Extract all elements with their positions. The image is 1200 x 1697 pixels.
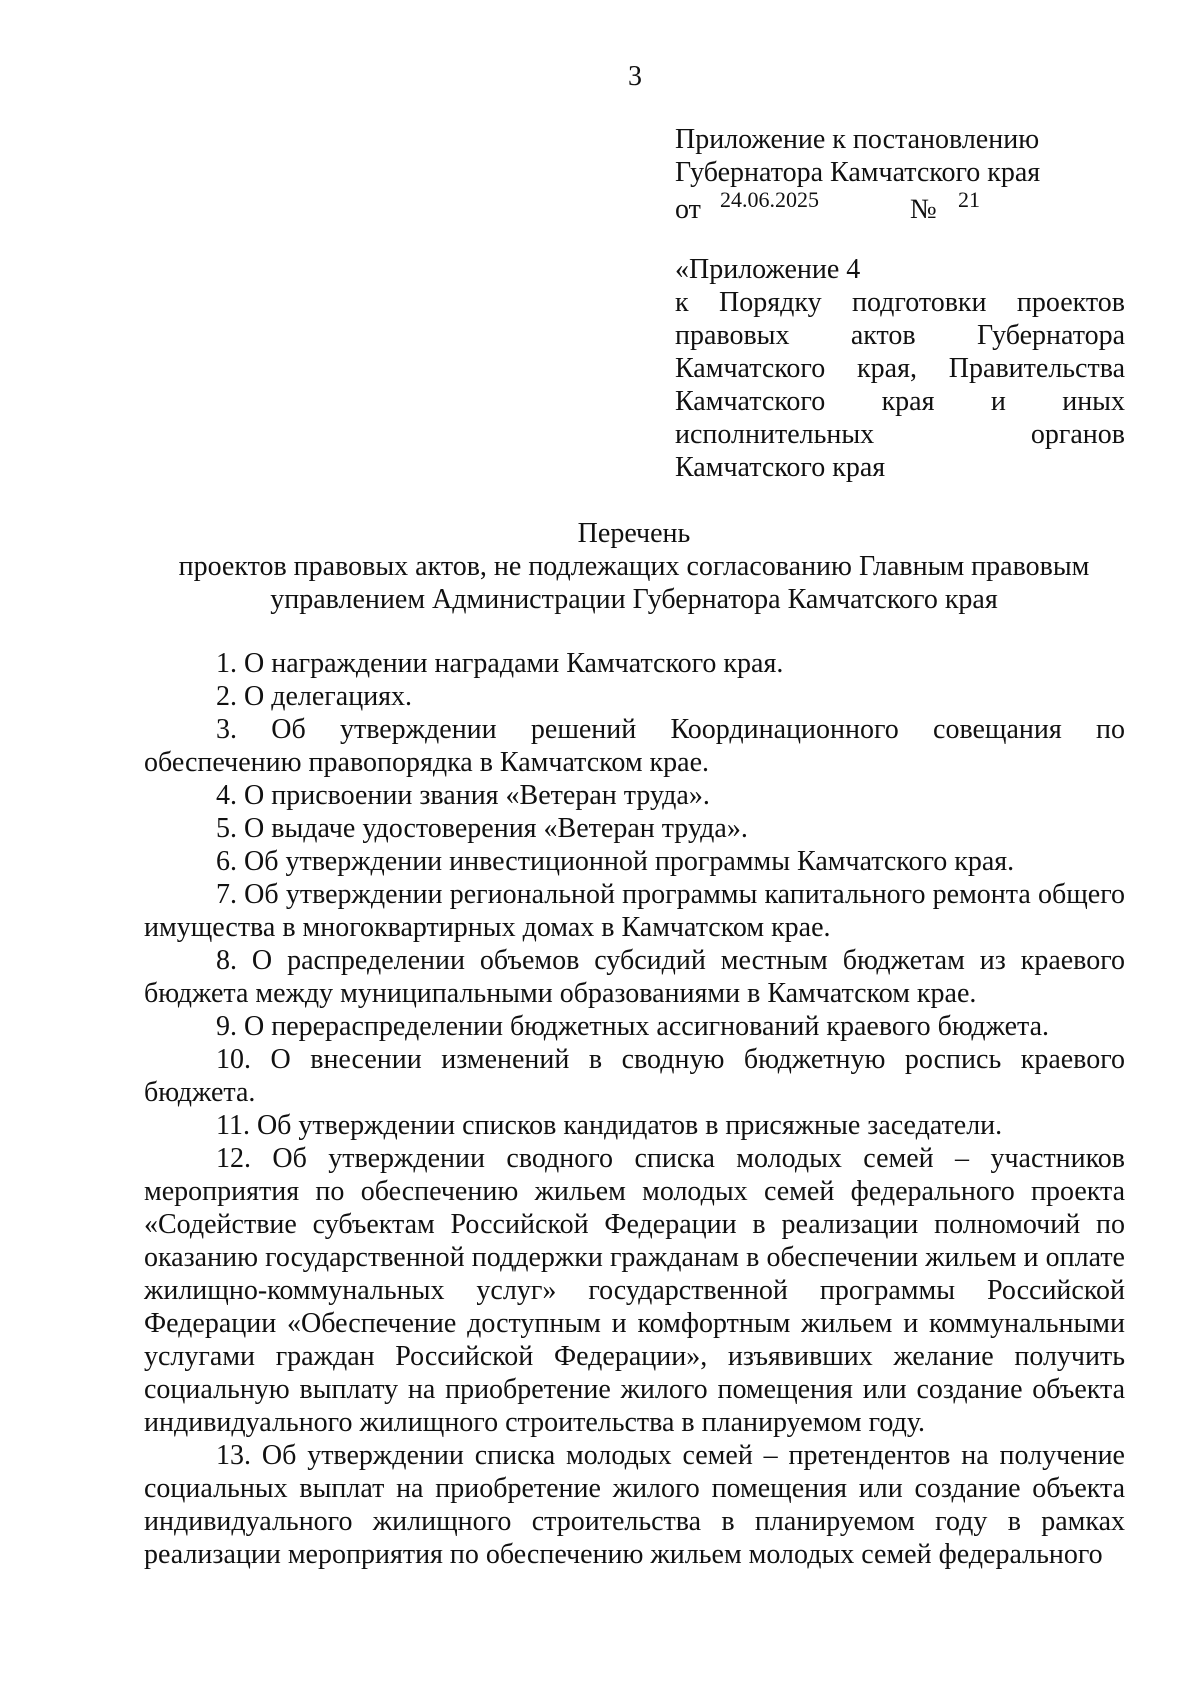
list-item-5: 5. О выдаче удостоверения «Ветеран труда».: [216, 813, 748, 844]
appendix-line-2: Губернатора Камчатского края: [675, 157, 1041, 188]
appendix-header: [675, 123, 1125, 225]
list-item-3: 3. Об утверждении решений Координационного совещания по обеспечению правопорядка в Камчатском крае.: [144, 714, 1125, 778]
page-number: 3: [628, 61, 642, 92]
from-label: от: [675, 194, 701, 225]
list-item-13: 13. Об утверждении списка молодых семей – претендентов на получение социальных выплат на приобретение жилого помещения или создание объекта индивидуального жилищного строительства в планируемом году в рамках реализации мероприятия по обеспечению жильем молодых семей федерального: [144, 1440, 1125, 1570]
list-item-10: 10. О внесении изменений в сводную бюджетную роспись краевого бюджета.: [144, 1044, 1125, 1108]
list-item-7: 7. Об утверждении региональной программы капитального ремонта общего имущества в многоквартирных домах в Камчатском крае.: [144, 879, 1125, 943]
heading-title: Перечень: [577, 518, 691, 549]
number-sign: №: [910, 194, 937, 225]
order-appendix-title: «Приложение 4: [675, 254, 861, 285]
appendix-line-1: Приложение к постановлению: [675, 124, 1040, 155]
list-heading: [144, 517, 1124, 616]
list-item-12: 12. Об утверждении сводного списка молодых семей – участников мероприятия по обеспечению жильем молодых семей федерального проекта «Содействие субъектам Российской Федерации в реализации полномочий по оказанию государственной поддержки гражданам в обеспечении жильем и оплате жилищно-коммунальных услуг» государственной программы Российской Федерации «Обеспечение доступным и комфортным жильем и коммунальными услугами граждан Российской Федерации», изъявивших желание получить социальную выплату на приобретение жилого помещения или создание объекта индивидуального жилищного строительства в планируемом году.: [144, 1143, 1125, 1438]
order-appendix-body: к Порядку подготовки проектов правовых актов Губернатора Камчатского края, Правительства Камчатского края и иных исполнительных органов Камчатского края: [675, 287, 1125, 483]
list-item-6: 6. Об утверждении инвестиционной программы Камчатского края.: [216, 846, 1015, 877]
decree-date: 24.06.2025: [720, 187, 819, 212]
list-item-2: 2. О делегациях.: [216, 681, 413, 712]
decree-date-number: [675, 187, 1125, 225]
list-item-11: 11. Об утверждении списков кандидатов в присяжные заседатели.: [216, 1110, 1003, 1141]
acts-list: [144, 647, 1125, 1571]
list-item-8: 8. О распределении объемов субсидий местным бюджетам из краевого бюджета между муниципальными образованиями в Камчатском крае.: [144, 945, 1125, 1009]
order-appendix-reference: [675, 253, 1125, 484]
heading-subtitle: проектов правовых актов, не подлежащих согласованию Главным правовым управлением Администрации Губернатора Камчатского края: [178, 551, 1090, 615]
list-item-1: 1. О награждении наградами Камчатского края.: [216, 648, 784, 679]
list-item-9: 9. О перераспределении бюджетных ассигнований краевого бюджета.: [216, 1011, 1050, 1042]
decree-number: 21: [958, 187, 980, 212]
list-item-4: 4. О присвоении звания «Ветеран труда».: [216, 780, 710, 811]
